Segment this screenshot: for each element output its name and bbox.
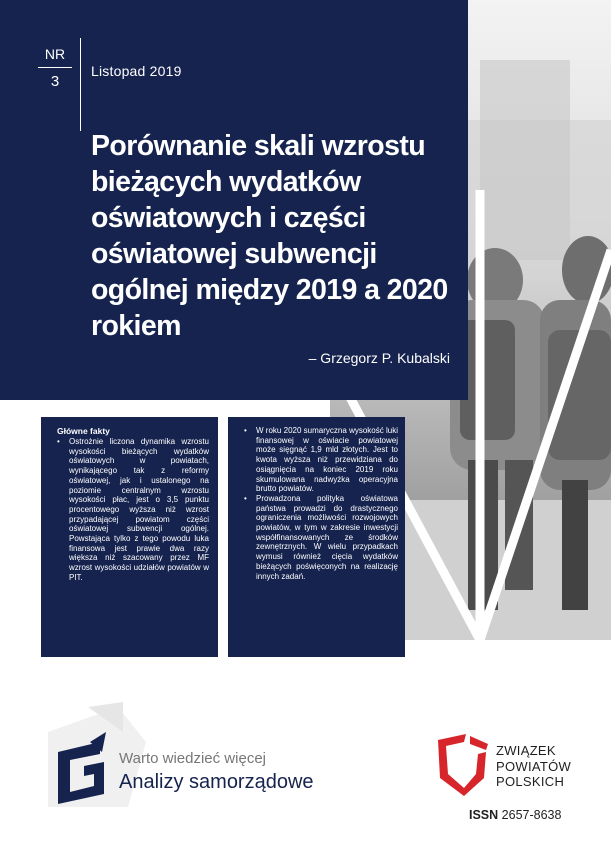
organization-name-line: POLSKICH [496, 774, 565, 789]
issue-date: Listopad 2019 [91, 63, 182, 79]
issue-number: 3 [50, 73, 60, 90]
author: – Grzegorz P. Kubalski [308, 350, 450, 366]
header-vertical-divider [80, 38, 81, 131]
footer-series-name: Analizy samorządowe [119, 771, 314, 793]
issn-value: 2657-8638 [501, 808, 562, 822]
organization-name-line: POWIATÓW [496, 758, 572, 774]
fact-item: • Prowadzona polityka oświatowa państwa prowadzi do drastycznego ograniczenia możliwości rozwojowych powiatów, w tym w zakresie inwestycji współfinansowanych ze środków zewnętrznych. W wielu przypadkach wymusi również cięcia wydatków bieżących poświęconych na realizację innych zadań. [244, 494, 398, 581]
facts-list-left [57, 437, 209, 583]
zpp-shield-logo-icon [430, 730, 492, 798]
fact-item: • Ostrożnie liczona dynamika wzrostu wysokości bieżących wydatków oświatowych w powiatach, wynikającego tak z reformy oświatowej, jak i ustalonego na poziomie centralnym wzrostu wysokości płac, jest o 3,5 punktu procentowego wyższa niż wzrost przypadającej powiatom części oświatowej subwencji ogólnej. Powstająca tylko z tego powodu luka finansowa jest prawie dwa razy większa niż szacowany przez MF wzrost wysokości udziałów powiatów w PIT. [57, 437, 209, 583]
fact-item: • W roku 2020 sumaryczna wysokość luki finansowej w oświacie powiatowej może sięgnąć 1,9 mld złotych. Jest to kwota wyższa niż przewidziana do osiągnięcia na koniec 2019 roku skumulowana nadwyżka operacyjna brutto powiatów. [244, 426, 398, 494]
issn [469, 808, 561, 822]
page-title: Porównanie skali wzrostu bieżących wydatków oświatowych i części oświatowej subwencji ogólnej między 2019 a 2020 rokiem [91, 130, 448, 342]
issue-divider [38, 67, 72, 68]
issue-label: NR [44, 46, 66, 62]
issn-label: ISSN [469, 808, 499, 822]
organization-name [496, 743, 571, 790]
header-block [0, 0, 468, 400]
issue-number-box [35, 46, 75, 90]
footer-tagline: Warto wiedzieć więcej [119, 750, 266, 767]
organization-name-line: ZWIĄZEK [496, 743, 556, 758]
facts-panel-left [41, 417, 218, 657]
facts-list-right [244, 426, 398, 581]
facts-heading: Główne fakty [57, 426, 110, 436]
facts-panel-right [228, 417, 405, 657]
